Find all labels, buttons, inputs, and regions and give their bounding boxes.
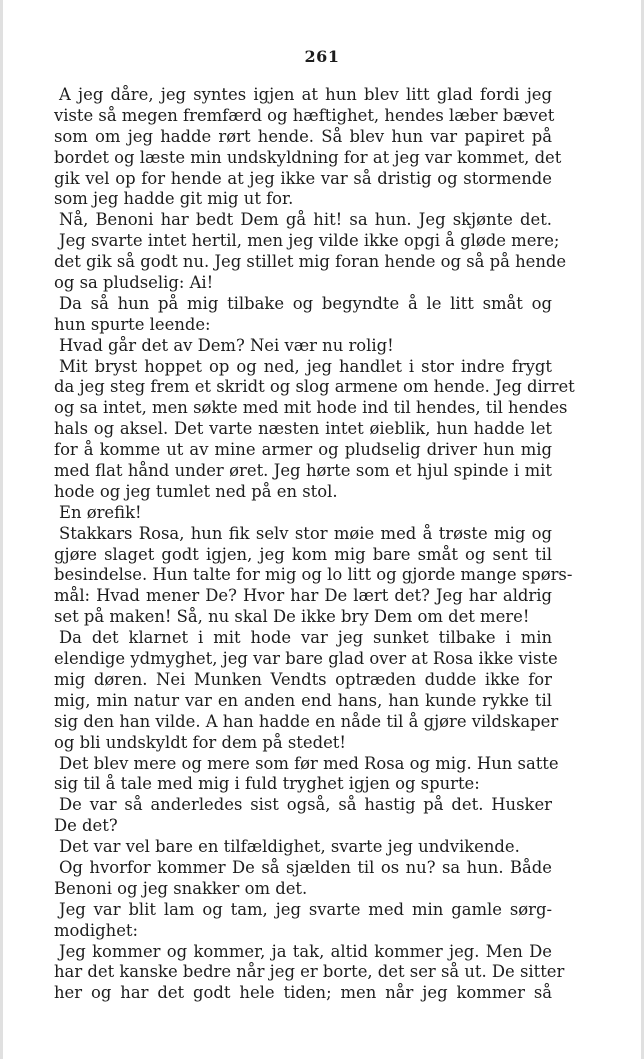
text-line: A jeg dåre, jeg syntes igjen at hun blev litt glad fordi jeg xyxy=(59,85,552,104)
text-line: mål: Hvad mener De? Hvor har De lært det? Jeg har aldrig xyxy=(54,586,552,606)
text-line: og bli undskyldt for dem på stedet! xyxy=(54,732,346,752)
text-line: her og har det godt hele tiden; men når jeg kommer så xyxy=(54,983,552,1003)
text-line: De var så anderledes sist også, så hastig på det. Husker xyxy=(59,795,552,815)
text-line: har det kanske bedre når jeg er borte, det ser så ut. De sitter xyxy=(54,962,565,982)
text-line: sig den han vilde. A han hadde en nåde til å gjøre vildskaper xyxy=(54,711,559,731)
body-text xyxy=(54,85,575,1004)
text-line: hun spurte leende: xyxy=(54,314,211,334)
text-line: set på maken! Så, nu skal De ikke bry Dem om det mere! xyxy=(54,607,530,627)
text-line: bordet og læste min undskyldning for at jeg var kommet, det xyxy=(54,147,562,167)
text-line: Da det klarnet i mit hode var jeg sunket tilbake i min xyxy=(59,628,552,648)
text-line: elendige ydmyghet, jeg var bare glad over at Rosa ikke viste xyxy=(54,649,558,669)
text-line: Det var vel bare en tilfældighet, svarte jeg undvikende. xyxy=(59,837,520,857)
text-line: Benoni og jeg snakker om det. xyxy=(54,878,308,898)
text-line: det gik så godt nu. Jeg stillet mig foran hende og så på hende xyxy=(54,252,567,272)
text-line: Stakkars Rosa, hun fik selv stor møie med å trøste mig og xyxy=(59,523,552,543)
text-line: og sa intet, men søkte med mit hode ind til hendes, til hendes xyxy=(54,398,568,418)
text-line: som jeg hadde git mig ut for. xyxy=(54,189,294,209)
text-line: sig til å tale med mig i fuld tryghet igjen og spurte: xyxy=(54,774,480,794)
text-line: Nå, Benoni har bedt Dem gå hit! sa hun. Jeg skjønte det. xyxy=(59,210,552,230)
text-line: Jeg var blit lam og tam, jeg svarte med min gamle sørg- xyxy=(59,899,552,919)
text-line: for å komme ut av mine armer og pludselig driver hun mig xyxy=(54,440,552,460)
text-line: modighet: xyxy=(54,920,139,940)
text-line: Det blev mere og mere som før med Rosa og mig. Hun satte xyxy=(59,753,559,773)
text-line: Da så hun på mig tilbake og begyndte å le litt småt og xyxy=(59,293,552,313)
text-line: De det? xyxy=(54,816,118,836)
text-line: viste så megen fremfærd og hæftighet, hendes læber bævet xyxy=(54,105,555,125)
text-line: Mit bryst hoppet op og ned, jeg handlet i stor indre frygt xyxy=(59,356,552,376)
text-line: mig døren. Nei Munken Vendts optræden dudde ikke for xyxy=(54,669,552,689)
text-line: hals og aksel. Det varte næsten intet øieblik, hun hadde let xyxy=(54,419,552,439)
text-line: gjøre slaget godt igjen, jeg kom mig bare småt og sent til xyxy=(54,544,552,564)
text-line: gik vel op for hende at jeg ikke var så dristig og stormende xyxy=(54,168,552,188)
text-line: med flat hånd under øret. Jeg hørte som et hjul spinde i mit xyxy=(54,461,552,481)
text-line: Jeg kommer og kommer, ja tak, altid kommer jeg. Men De xyxy=(59,941,552,961)
text-line: Og hvorfor kommer De så sjælden til os nu? sa hun. Både xyxy=(59,857,552,877)
text-line: og sa pludselig: Ai! xyxy=(54,273,214,293)
text-line: mig, min natur var en anden end hans, han kunde rykke til xyxy=(54,690,552,710)
text-line: som om jeg hadde rørt hende. Så blev hun var papiret på xyxy=(54,126,552,146)
text-line: Jeg svarte intet hertil, men jeg vilde ikke opgi å gløde mere; xyxy=(59,231,560,251)
page-number: 261 xyxy=(304,47,340,66)
text-line: besindelse. Hun talte for mig og lo litt og gjorde mange spørs- xyxy=(54,565,573,585)
text-line: En ørefik! xyxy=(59,502,142,522)
text-line: hode og jeg tumlet ned på en stol. xyxy=(54,481,338,501)
text-line: da jeg steg frem et skridt og slog armene om hende. Jeg dirret xyxy=(54,377,575,397)
text-line: Hvad går det av Dem? Nei vær nu rolig! xyxy=(59,335,394,355)
page-edge-left xyxy=(0,0,3,1059)
